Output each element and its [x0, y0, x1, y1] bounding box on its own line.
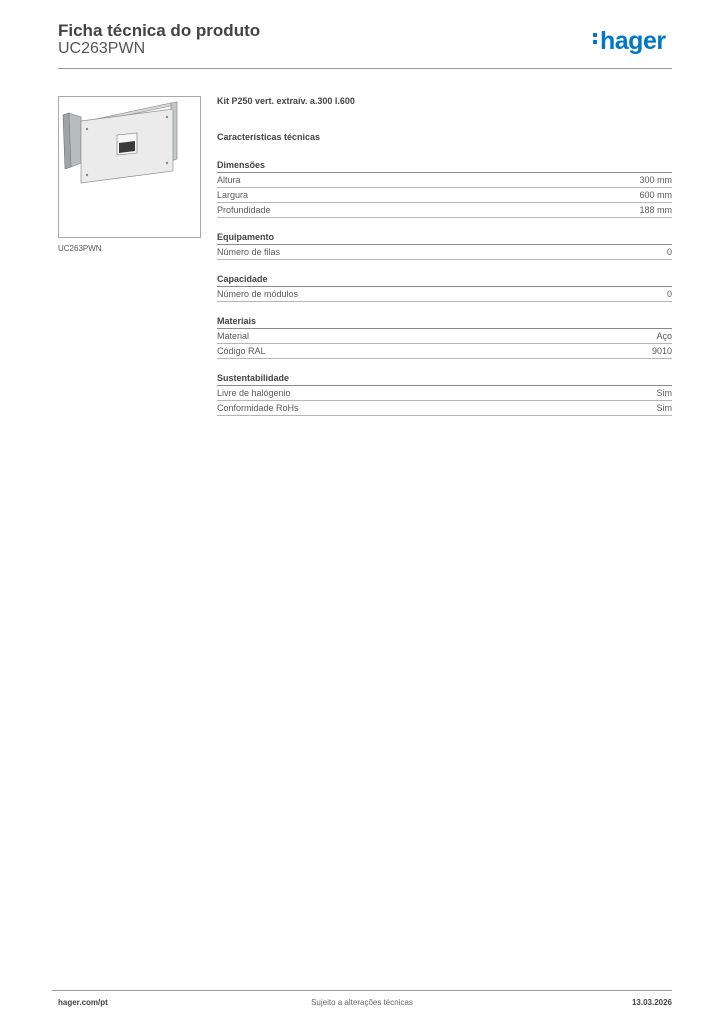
group-title: Equipamento — [217, 232, 672, 245]
spec-label: Material — [217, 331, 250, 341]
footer-website-link[interactable]: hager.com/pt — [58, 998, 108, 1007]
group-title: Sustentabilidade — [217, 373, 672, 386]
spec-group-sustainability — [217, 373, 672, 416]
spec-group-dimensions — [217, 160, 672, 218]
spec-value: Aço — [656, 331, 672, 341]
spec-label: Profundidade — [217, 205, 271, 215]
spec-value: 600 mm — [639, 190, 672, 200]
spec-group-equipment — [217, 232, 672, 260]
product-image — [58, 96, 201, 238]
section-title: Características técnicas — [217, 132, 321, 142]
spec-row — [217, 173, 672, 188]
spec-row — [217, 344, 672, 359]
hager-logo — [593, 27, 666, 56]
product-code-heading: UC263PWN — [58, 40, 146, 57]
group-title: Dimensões — [217, 160, 672, 173]
spec-label: Número de módulos — [217, 289, 299, 299]
spec-group-materials — [217, 316, 672, 359]
spec-row — [217, 401, 672, 416]
group-title: Capacidade — [217, 274, 672, 287]
spec-label: Conformidade RoHs — [217, 403, 299, 413]
group-title: Materiais — [217, 316, 672, 329]
spec-value: 300 mm — [639, 175, 672, 185]
spec-label: Altura — [217, 175, 241, 185]
product-title: Kit P250 vert. extraív. a.300 l.600 — [217, 96, 355, 106]
spec-value: Sim — [656, 388, 672, 398]
logo-text: hager — [600, 27, 666, 55]
footer-date: 13.03.2026 — [631, 998, 672, 1007]
logo-dots-icon — [593, 30, 599, 47]
spec-row — [217, 188, 672, 203]
mounting-kit-illustration — [59, 97, 200, 237]
spec-label: Número de filas — [217, 247, 281, 257]
spec-row — [217, 386, 672, 401]
page-title: Ficha técnica do produto — [58, 21, 261, 40]
spec-value: 0 — [666, 247, 672, 257]
spec-group-capacity — [217, 274, 672, 302]
spec-label: Código RAL — [217, 346, 266, 356]
spec-row — [217, 245, 672, 260]
spec-row — [217, 287, 672, 302]
specifications — [217, 96, 672, 416]
spec-row — [217, 203, 672, 218]
header-divider — [58, 68, 672, 69]
footer-divider — [52, 990, 672, 991]
spec-row — [217, 329, 672, 344]
image-caption: UC263PWN — [58, 244, 102, 253]
spec-value: 9010 — [651, 346, 672, 356]
spec-label: Livre de halógenio — [217, 388, 291, 398]
spec-value: Sim — [656, 403, 672, 413]
footer-notice: Sujeito a alterações técnicas — [311, 998, 413, 1007]
spec-value: 0 — [666, 289, 672, 299]
spec-label: Largura — [217, 190, 249, 200]
spec-value: 188 mm — [639, 205, 672, 215]
